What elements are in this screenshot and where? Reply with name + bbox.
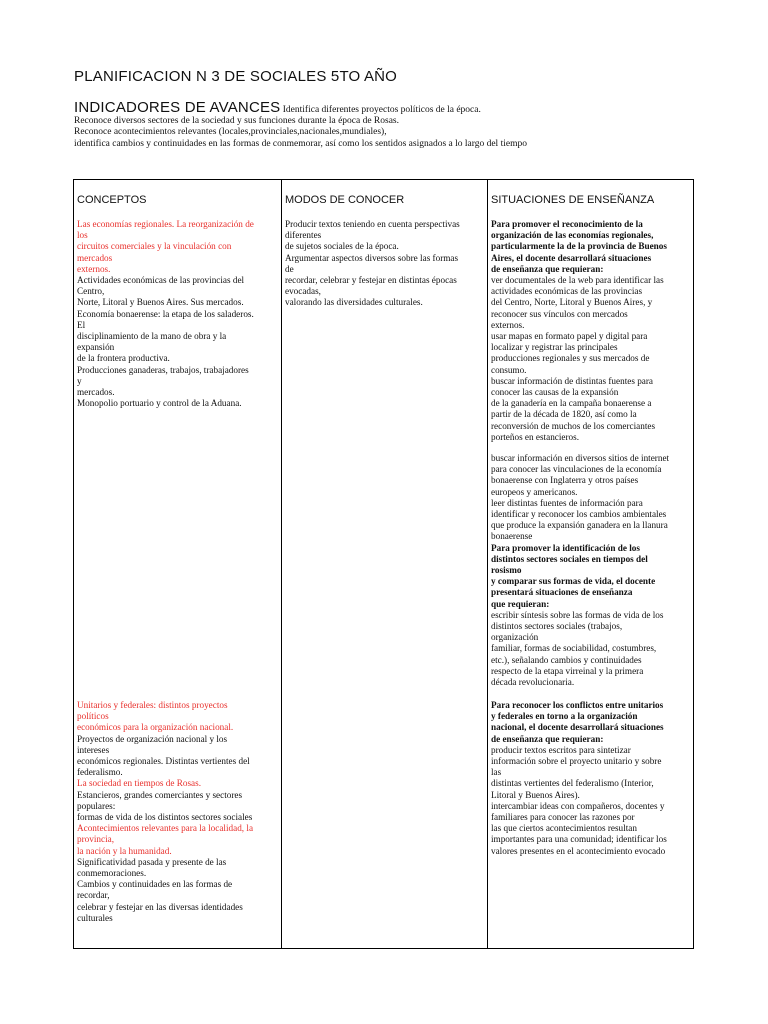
text-line: y — [77, 375, 82, 386]
column-header-situaciones: SITUACIONES DE ENSEÑANZA — [491, 194, 655, 206]
text-line: consumo. — [491, 364, 527, 375]
text-line: formas de vida de los distintos sectores sociales — [77, 812, 253, 823]
text-line: información sobre el proyecto unitario y sobre — [491, 756, 662, 767]
text-line: porteños en estancieros. — [491, 431, 580, 442]
text-line: expansión — [77, 342, 115, 353]
text-line: disciplinamiento de la mano de obra y la — [77, 331, 227, 342]
text-line: reconocer sus vínculos con mercados — [491, 308, 628, 319]
text-line: actividades económicas de las provincias — [491, 286, 643, 297]
text-line: valorando las diversidades culturales. — [285, 297, 423, 308]
text-line: familiar, formas de sociabilidad, costumbres, — [491, 643, 657, 654]
situaciones-block-2 — [491, 453, 688, 688]
text-line: presentará situaciones de enseñanza — [491, 587, 633, 598]
text-line: Norte, Litoral y Buenos Aires. Sus mercados. — [77, 297, 244, 308]
text-line: Para reconocer los conflictos entre unitarios — [491, 700, 664, 710]
text-line: Las economías regionales. La reorganización de — [77, 219, 254, 229]
text-line: importantes para una comunidad; identificar los — [491, 834, 667, 845]
text-line: leer distintas fuentes de información para — [491, 497, 643, 508]
planning-table — [73, 179, 694, 949]
text-line: y federales en torno a la organización — [491, 711, 638, 722]
indicators-heading: INDICADORES DE AVANCES — [74, 99, 281, 116]
text-line: distintos sectores sociales (trabajos, — [491, 621, 623, 632]
indicator-item: identifica cambios y continuidades en las formas de conmemorar, así como los sentidos asignados a lo largo del tiempo — [74, 138, 527, 149]
text-line: mercados — [77, 252, 113, 263]
text-line: intercambiar ideas con compañeros, docentes y — [491, 800, 665, 811]
text-line: para conocer las vinculaciones de la economía — [491, 464, 662, 475]
text-line: celebrar y festejar en las diversas identidades — [77, 901, 243, 912]
text-line: económicos para la organización nacional. — [77, 722, 234, 733]
text-line: del Centro, Norte, Litoral y Buenos Aires, y — [491, 297, 653, 308]
text-line: Estancieros, grandes comerciantes y sectores — [77, 789, 243, 800]
text-line: externos. — [491, 319, 525, 330]
text-line: producir textos escritos para sintetizar — [491, 744, 631, 755]
conceptos-block-1 — [77, 219, 276, 409]
text-line: Para promover la identificación de los — [491, 542, 640, 553]
text-line: respecto de la etapa virreinal y la primera — [491, 665, 644, 676]
text-line: Producir textos teniendo en cuenta perspectivas — [285, 219, 460, 229]
text-line: que produce la expansión ganadera en la llanura — [491, 520, 668, 531]
text-line: bonaerense con Inglaterra y otros países — [491, 475, 639, 486]
text-line: recordar, celebrar y festejar en distintas épocas — [285, 275, 457, 286]
text-line: El — [77, 319, 86, 330]
text-line: de — [285, 263, 294, 274]
text-line: externos. — [77, 263, 111, 274]
text-line: de la ganadería en la campaña bonaerense a — [491, 398, 652, 409]
text-line: etc.), señalando cambios y continuidades — [491, 654, 642, 665]
text-line: de la frontera productiva. — [77, 353, 170, 364]
text-line: reconversión de muchos de los comerciantes — [491, 420, 656, 431]
text-line: Para promover el reconocimiento de la — [491, 219, 643, 229]
modos-block — [285, 219, 482, 309]
text-line: y comparar sus formas de vida, el docente — [491, 576, 656, 587]
text-line: Acontecimientos relevantes para la localidad, la — [77, 823, 254, 834]
text-line: de sujetos sociales de la época. — [285, 241, 399, 252]
text-line: partir de la década de 1820, así como la — [491, 409, 637, 420]
text-line: organización de las economías regionales, — [491, 230, 654, 241]
text-line: nacional, el docente desarrollará situaciones — [491, 722, 664, 733]
text-line: conocer las causas de la expansión — [491, 387, 619, 398]
text-line: década revolucionaria. — [491, 677, 575, 688]
text-line: La sociedad en tiempos de Rosas. — [77, 778, 201, 789]
text-line: familiares para conocer las razones por — [491, 812, 635, 823]
text-line: la nación y la humanidad. — [77, 845, 172, 856]
text-line: que requieran: — [491, 598, 550, 609]
text-line: usar mapas en formato papel y digital para — [491, 331, 648, 342]
text-line: Cambios y continuidades en las formas de — [77, 879, 233, 890]
text-line: escribir síntesis sobre las formas de vida de los — [491, 609, 664, 620]
text-line: de enseñanza que requieran: — [491, 263, 604, 274]
text-line: populares: — [77, 800, 116, 811]
text-line: diferentes — [285, 230, 322, 241]
indicator-item: Reconoce acontecimientos relevantes (locales,provinciales,nacionales,mundiales), — [74, 127, 387, 138]
text-line: identificar y reconocer los cambios ambientales — [491, 509, 667, 520]
text-line: económicos regionales. Distintas vertientes del — [77, 756, 250, 767]
text-line: Litoral y Buenos Aires). — [491, 789, 580, 800]
conceptos-block-2 — [77, 700, 276, 924]
text-line: europeos y americanos. — [491, 486, 578, 497]
indicators-section — [74, 99, 734, 150]
text-line: culturales — [77, 912, 113, 923]
text-line: producciones regionales y sus mercados de — [491, 353, 650, 364]
text-line: evocadas, — [285, 286, 321, 297]
text-line: provincia, — [77, 834, 114, 845]
text-line: Unitarios y federales: distintos proyectos — [77, 700, 228, 710]
column-header-conceptos: CONCEPTOS — [77, 194, 147, 206]
text-line: particularmente la de la provincia de Buenos — [491, 241, 667, 252]
text-line: bonaerense — [491, 531, 533, 542]
indicators-first-line — [74, 99, 734, 116]
text-line: distintas vertientes del federalismo (Interior, — [491, 778, 654, 789]
text-line: las que ciertos acontecimientos resultan — [491, 823, 637, 834]
text-line: recordar, — [77, 890, 110, 901]
situaciones-block-1 — [491, 219, 688, 443]
column-situaciones — [488, 180, 693, 948]
text-line: los — [77, 230, 88, 241]
text-line: Centro, — [77, 286, 105, 297]
text-line: de enseñanza que requieran: — [491, 733, 604, 744]
indicator-item: Identifica diferentes proyectos políticos de la época. — [282, 105, 481, 115]
text-line: buscar información en diversos sitios de internet — [491, 453, 670, 463]
text-line: Aires, el docente desarrollará situaciones — [491, 252, 652, 263]
text-line: organización — [491, 632, 539, 643]
column-modos-de-conocer — [282, 180, 488, 948]
text-line: localizar y registrar las principales — [491, 342, 618, 353]
situaciones-block-3 — [491, 700, 688, 857]
column-conceptos — [74, 180, 282, 948]
text-line: las — [491, 767, 502, 778]
text-line: Actividades económicas de las provincias del — [77, 275, 245, 286]
column-header-modos: MODOS DE CONOCER — [285, 194, 405, 206]
text-line: rosismo — [491, 565, 522, 576]
text-line: Producciones ganaderas, trabajos, trabajadores — [77, 364, 249, 375]
text-line: conmemoraciones. — [77, 868, 147, 879]
text-line: circuitos comerciales y la vinculación con — [77, 241, 232, 252]
text-line: distintos sectores sociales en tiempos del — [491, 553, 648, 564]
text-line: Argumentar aspectos diversos sobre las formas — [285, 252, 459, 263]
text-line: valores presentes en el acontecimiento evocado — [491, 845, 666, 856]
indicator-item: Reconoce diversos sectores de la sociedad y sus funciones durante la época de Rosas. — [74, 116, 400, 127]
text-line: Economía bonaerense: la etapa de los saladeros. — [77, 308, 254, 319]
text-line: mercados. — [77, 387, 115, 398]
text-line: Monopolio portuario y control de la Aduana. — [77, 398, 242, 409]
text-line: políticos — [77, 711, 109, 722]
text-line: Significatividad pasada y presente de las — [77, 856, 227, 867]
text-line: ver documentales de la web para identificar las — [491, 275, 664, 286]
page-title: PLANIFICACION N 3 DE SOCIALES 5TO AÑO — [74, 68, 398, 85]
text-line: Proyectos de organización nacional y los — [77, 733, 228, 744]
text-line: intereses — [77, 744, 110, 755]
text-line: federalismo. — [77, 767, 123, 778]
text-line: buscar información de distintas fuentes para — [491, 375, 654, 386]
